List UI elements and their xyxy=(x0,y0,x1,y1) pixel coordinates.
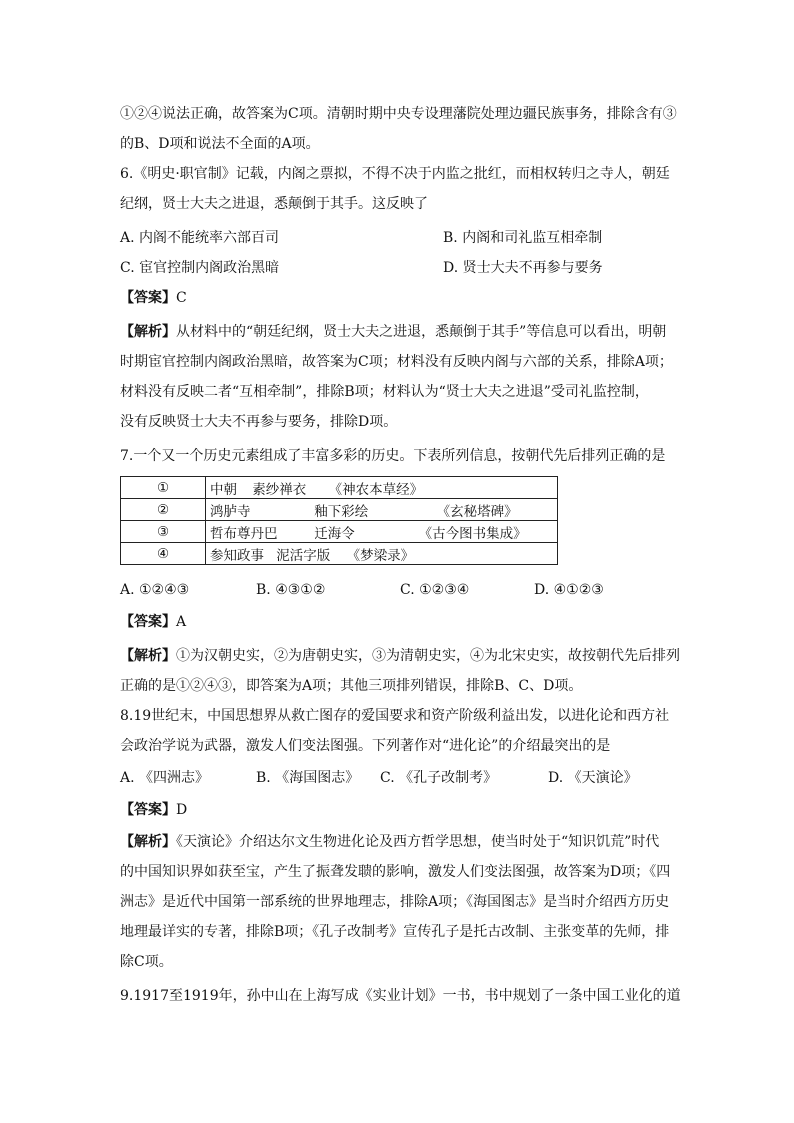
answer-value: A xyxy=(176,614,187,630)
q6-option-a: A. 内阁不能统率六部百司 xyxy=(120,230,280,246)
q6-analysis-line xyxy=(120,322,666,342)
q8-option-d: D. 《天演论》 xyxy=(548,770,638,786)
q7-option-c: C. ①②③④ xyxy=(400,582,470,598)
q7-info-table xyxy=(120,476,558,565)
q9-stem: 9.1917至1919年，孙中山在上海写成《实业计划》一书，书中规划了一条中国工业化的道 xyxy=(120,988,681,1004)
item: 《梦梁录》 xyxy=(346,547,415,564)
q8-analysis-line: 的中国知识界如获至宝，产生了振聋发聩的影响，激发人们变法图强，故答案为D项；《四 xyxy=(120,864,671,880)
q8-analysis-line: 洲志》是近代中国第一部系统的世界地理志，排除A项；《海国图志》是当时介绍西方历史 xyxy=(120,894,670,910)
analysis-text: 从材料中的“朝廷纪纲，贤士大夫之进退，悉颠倒于其手”等信息可以看出，明朝 xyxy=(176,324,667,340)
row-items xyxy=(206,521,558,543)
item: 中朝 xyxy=(210,481,237,498)
q8-option-a: A. 《四洲志》 xyxy=(120,770,210,786)
q7-stem: 7.一个又一个历史元素组成了丰富多彩的历史。下表所列信息，按朝代先后排列正确的是 xyxy=(120,448,666,464)
q8-option-b: B. 《海国图志》 xyxy=(256,770,360,786)
item: 《神农本草经》 xyxy=(328,481,424,498)
q6-option-c: C. 宦官控制内阁政治黑暗 xyxy=(120,260,280,276)
table-row xyxy=(121,521,558,543)
item: 鸿胪寺 xyxy=(210,503,251,520)
q6-answer xyxy=(120,288,187,308)
analysis-label: 【解析】 xyxy=(120,324,176,340)
text-line: ①②④说法正确，故答案为C项。清朝时期中央专设理藩院处理边疆民族事务，排除含有③ xyxy=(120,106,677,122)
answer-value: C xyxy=(176,290,187,306)
answer-label: 【答案】 xyxy=(120,802,176,818)
q6-analysis-line: 时期宦官控制内阁政治黑暗，故答案为C项；材料没有反映内阁与六部的关系，排除A项； xyxy=(120,354,673,370)
analysis-text: 《天演论》介绍达尔文生物进化论及西方哲学思想，使当时处于“知识饥荒”时代 xyxy=(176,834,660,850)
q7-option-a: A. ①②④③ xyxy=(120,582,190,598)
q8-stem-line: 会政治学说为武器，激发人们变法图强。下列著作对“进化论”的介绍最突出的是 xyxy=(120,738,611,754)
table-row xyxy=(121,543,558,565)
table-row xyxy=(121,477,558,499)
row-items xyxy=(206,499,558,521)
q8-option-c: C. 《孔子改制考》 xyxy=(380,770,498,786)
q6-analysis-line: 材料没有反映二者“互相牵制”，排除B项；材料认为“贤士大夫之进退”受司礼监控制， xyxy=(120,384,649,400)
q6-stem-line: 纪纲，贤士大夫之进退，悉颠倒于其手。这反映了 xyxy=(120,196,428,212)
q7-analysis-line: 正确的是①②④③，即答案为A项；其他三项排列错误，排除B、C、D项。 xyxy=(120,678,583,694)
q7-option-d: D. ④①②③ xyxy=(534,582,604,598)
answer-label: 【答案】 xyxy=(120,614,176,630)
item: 《玄秘塔碑》 xyxy=(436,503,518,520)
q8-analysis-line: 除C项。 xyxy=(120,954,173,970)
item: 泥活字版 xyxy=(276,547,331,564)
row-items xyxy=(206,543,558,565)
table-row xyxy=(121,499,558,521)
analysis-label: 【解析】 xyxy=(120,834,176,850)
answer-value: D xyxy=(176,802,188,818)
q7-analysis-line xyxy=(120,646,680,666)
q7-answer xyxy=(120,612,186,632)
q6-option-b: B. 内阁和司礼监互相牵制 xyxy=(443,230,603,246)
analysis-text: ①为汉朝史实，②为唐朝史实，③为清朝史实，④为北宋史实，故按朝代先后排列 xyxy=(176,648,680,664)
q7-option-b: B. ④③①② xyxy=(256,582,326,598)
row-number: ① xyxy=(121,477,206,499)
q6-analysis-line: 没有反映贤士大夫不再参与要务，排除D项。 xyxy=(120,414,398,430)
item: 参知政事 xyxy=(210,547,264,564)
row-items xyxy=(206,477,558,499)
analysis-label: 【解析】 xyxy=(120,648,176,664)
item: 哲布尊丹巴 xyxy=(210,525,278,542)
row-number: ④ xyxy=(121,543,206,565)
row-number: ② xyxy=(121,499,206,521)
item: 釉下彩绘 xyxy=(314,503,369,520)
q6-stem-line: 6.《明史·职官制》记载，内阁之票拟，不得不决于内监之批红，而相权转归之寺人，朝廷 xyxy=(120,166,670,182)
text-line: 的B、D项和说法不全面的A项。 xyxy=(120,136,320,152)
item: 素纱禅衣 xyxy=(252,481,307,498)
q8-analysis-line: 地理最详实的专著，排除B项；《孔子改制考》宣传孔子是托古改制、主张变革的先师，排 xyxy=(120,924,670,940)
q8-stem-line: 8.19世纪末，中国思想界从救亡图存的爱国要求和资产阶级利益出发，以进化论和西方社 xyxy=(120,708,670,724)
q8-answer xyxy=(120,800,187,820)
item: 《古今图书集成》 xyxy=(418,525,527,542)
answer-label: 【答案】 xyxy=(120,290,176,306)
q8-analysis-line xyxy=(120,832,659,852)
q6-option-d: D. 贤士大夫不再参与要务 xyxy=(443,260,603,276)
item: 迁海令 xyxy=(314,525,355,542)
row-number: ③ xyxy=(121,521,206,543)
